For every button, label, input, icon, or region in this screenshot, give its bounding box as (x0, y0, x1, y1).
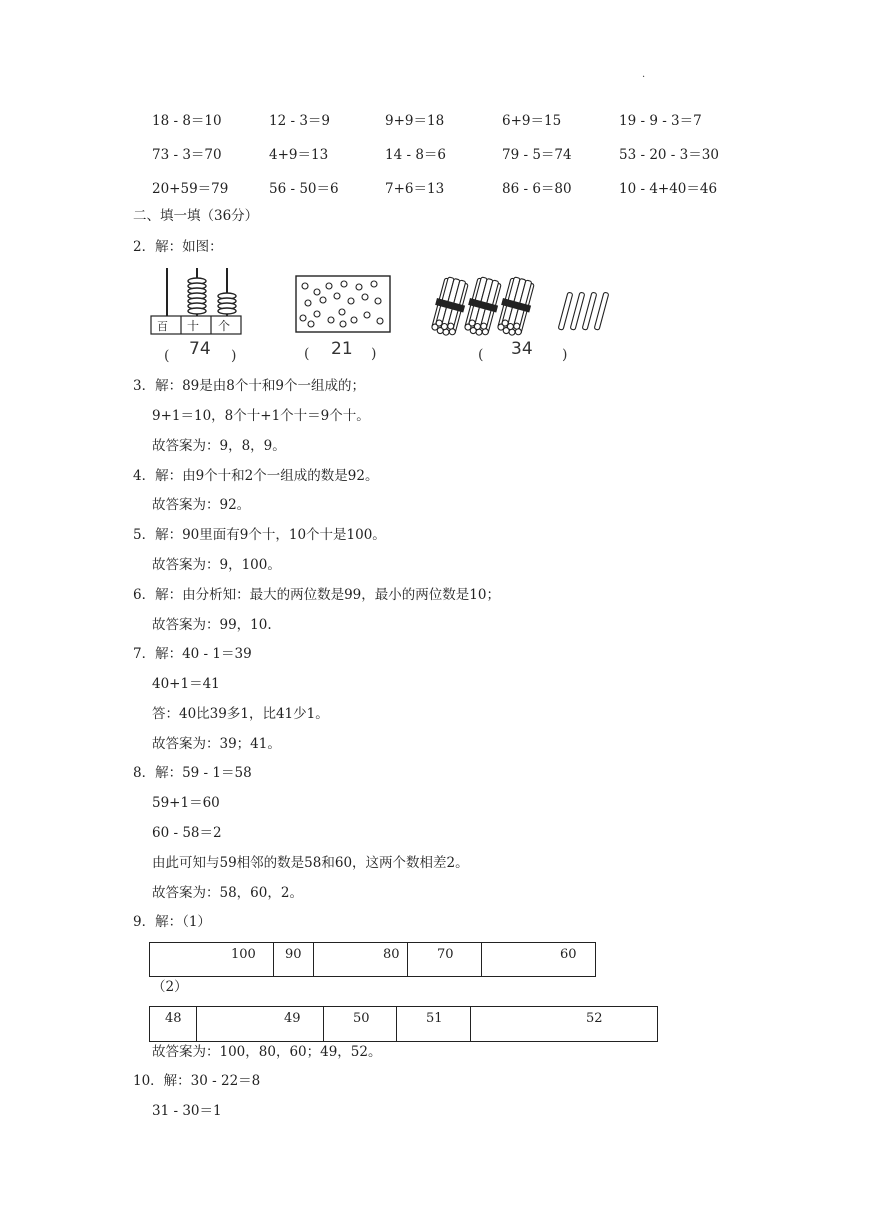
page-mark: · (642, 72, 646, 83)
equation: 56 - 50＝6 (269, 181, 339, 197)
bundle-of-ten (429, 276, 471, 338)
answer-line: 9+1＝10，8个十+1个十＝9个十。 (152, 408, 370, 424)
equation-row (0, 109, 869, 127)
single-sticks (558, 292, 609, 330)
table-cell: 80 (383, 947, 400, 962)
equation: 86 - 6＝80 (502, 181, 572, 197)
table-cell: 60 (560, 947, 577, 962)
equation: 9+9＝18 (385, 113, 445, 129)
answer-line: 9．解：（1） (133, 914, 211, 930)
table-cell: 90 (285, 947, 302, 962)
number-table-2 (149, 1006, 658, 1042)
abacus-label-tens: 十 (187, 319, 200, 333)
paren-close: ) (562, 347, 568, 363)
answer-line: 由此可知与59相邻的数是58和60，这两个数相差2。 (152, 855, 469, 871)
equation: 18 - 8＝10 (152, 113, 222, 129)
equation-row (0, 177, 869, 195)
equation-row (0, 143, 869, 161)
equation: 20+59＝79 (152, 181, 229, 197)
answer-line: 7．解：40 - 1＝39 (133, 646, 252, 662)
equation: 19 - 9 - 3＝7 (619, 113, 702, 129)
table-cell: 52 (586, 1011, 603, 1026)
equation: 12 - 3＝9 (269, 113, 331, 129)
answer-line: 8．解：59 - 1＝58 (133, 765, 252, 781)
answer-line: 5．解：90里面有9个十，10个十是100。 (133, 527, 386, 543)
abacus-label-hundreds: 百 (157, 320, 168, 333)
answer-line: 10．解：30 - 22＝8 (133, 1073, 261, 1089)
equation: 73 - 3＝70 (152, 147, 222, 163)
table-cell: 50 (353, 1011, 370, 1026)
section-title: 二、填一填（36分） (133, 208, 259, 224)
answer-line: 故答案为：99，10. (152, 617, 272, 633)
equation: 79 - 5＝74 (502, 147, 572, 163)
sticks-answer: 34 (511, 339, 533, 359)
equation: 7+6＝13 (385, 181, 445, 197)
paren-open: ( (164, 348, 170, 364)
answer-line: 答：40比39多1，比41少1。 (152, 706, 329, 722)
dots-answer: 21 (331, 339, 353, 359)
stick-bundles (429, 276, 609, 338)
counting-illustrations (145, 262, 625, 340)
answer-line: 6．解：由分析知：最大的两位数是99，最小的两位数是10； (133, 587, 500, 603)
answer-line: 60 - 58＝2 (152, 825, 222, 841)
equation: 10 - 4+40＝46 (619, 181, 718, 197)
abacus-label-ones: 个 (218, 319, 231, 333)
paren-close: ) (231, 348, 237, 364)
answer-line: 故答案为：58，60，2。 (152, 885, 303, 901)
equation: 53 - 20 - 3＝30 (619, 147, 719, 163)
equation: 6+9＝15 (502, 113, 562, 129)
equation: 14 - 8＝6 (385, 147, 447, 163)
abacus-answer: 74 (189, 339, 211, 359)
answer-line: 59+1＝60 (152, 795, 220, 811)
table-cell: 51 (426, 1011, 443, 1026)
paren-close: ) (371, 346, 377, 362)
paren-open: ( (304, 346, 310, 362)
table-cell: 49 (284, 1011, 301, 1026)
dot-box (296, 276, 390, 332)
answer-line: 40+1＝41 (152, 676, 220, 692)
answer-line: 故答案为：39；41。 (152, 736, 281, 752)
answer-line: 故答案为：92。 (152, 497, 251, 513)
answer-line: 4．解：由9个十和2个一组成的数是92。 (133, 468, 379, 484)
answer-line: 31 - 30＝1 (152, 1103, 222, 1119)
number-table-1 (149, 942, 596, 977)
table-cell: 70 (437, 947, 454, 962)
equation: 4+9＝13 (269, 147, 329, 163)
answer-line: 2．解：如图： (133, 239, 223, 255)
answer-line: 3．解：89是由8个十和9个一组成的； (133, 378, 365, 394)
answer-line: （2） (152, 979, 188, 995)
answer-line: 故答案为：9，8，9。 (152, 438, 286, 454)
table-cell: 100 (231, 947, 256, 962)
table-cell: 48 (165, 1011, 182, 1026)
answer-line: 故答案为：9，100。 (152, 557, 281, 573)
paren-open: ( (478, 347, 484, 363)
answer-line: 故答案为：100，80，60；49，52。 (152, 1044, 382, 1060)
